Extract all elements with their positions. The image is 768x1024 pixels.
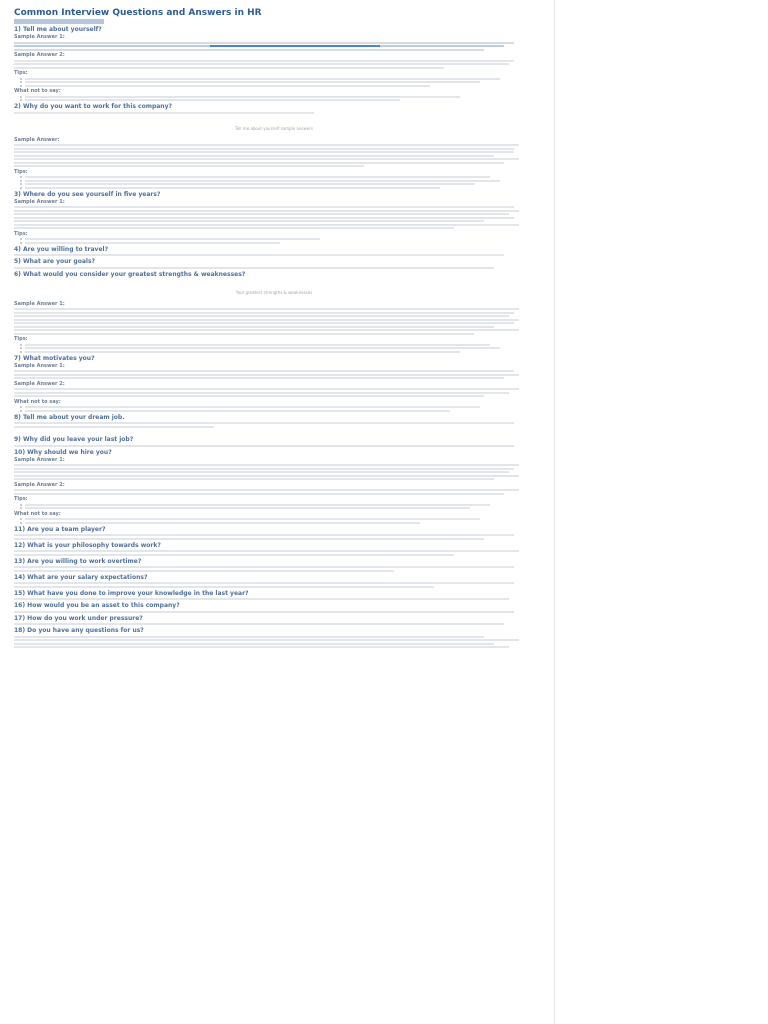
text-line [14, 464, 519, 466]
text-line [14, 538, 484, 540]
text-line [14, 315, 509, 317]
text-line [14, 326, 494, 328]
text-line [14, 582, 514, 584]
tip-item [20, 81, 480, 83]
tip-item [20, 242, 280, 244]
heading-asset-company: 16) How would you be an asset to this company? [14, 602, 180, 609]
heading-willing-to-travel: 4) Are you willing to travel? [14, 245, 109, 253]
highlighted-text-line [14, 45, 504, 47]
heading-work-under-pressure: 17) How do you work under pressure? [14, 614, 143, 622]
heading-team-player: 11) Are you a team player? [14, 525, 106, 533]
text-line [14, 445, 514, 447]
label-sample-answer: Sample Answer 1: [14, 300, 65, 307]
heading-overtime: 13) Are you willing to work overtime? [14, 557, 142, 565]
text-line [14, 489, 519, 491]
page-title-continuation [14, 19, 104, 24]
heading-tell-me-about-yourself: 1) Tell me about yourself? [14, 26, 102, 33]
dont-item [20, 522, 420, 524]
label-tips: Tips: [14, 230, 28, 237]
text-line [14, 493, 504, 495]
tip-item [20, 351, 460, 353]
label-sample-answer: Sample Answer: [14, 136, 60, 143]
text-line [14, 377, 504, 379]
sidebar-empty [555, 0, 768, 1024]
tip-item [20, 78, 500, 80]
tip-item [20, 344, 490, 346]
text-line [14, 49, 484, 51]
label-tips: Tips: [14, 496, 28, 502]
text-line [14, 144, 519, 146]
dont-item [20, 410, 450, 412]
heading-why-work-here: 2) Why do you want to work for this company? [14, 103, 172, 110]
site-header [14, 0, 534, 8]
text-line [14, 42, 514, 44]
text-line [14, 210, 519, 212]
text-line [14, 267, 494, 269]
heading-goals: 5) What are your goals? [14, 258, 95, 265]
label-what-not-to-say: What not to say: [14, 510, 61, 517]
heading-salary: 14) What are your salary expectations? [14, 573, 148, 581]
text-line [14, 395, 484, 397]
text-line [14, 155, 494, 157]
text-line [14, 623, 504, 625]
text-line [14, 598, 509, 600]
dont-item [20, 406, 480, 408]
heading-improve-knowledge: 15) What have you done to improve your knowledge in the last year? [14, 589, 249, 597]
text-line [14, 374, 519, 376]
label-tips: Tips: [14, 168, 28, 175]
heading-questions-for-us: 18) Do you have any questions for us? [14, 627, 144, 634]
text-line [14, 478, 494, 480]
text-line [14, 63, 509, 65]
text-line [14, 227, 454, 229]
text-line [14, 388, 519, 390]
tip-item [20, 183, 475, 185]
label-sample-answer: Sample Answer 1: [14, 198, 65, 205]
text-line [14, 566, 514, 568]
heading-dream-job: 8) Tell me about your dream job. [14, 413, 125, 421]
text-line [14, 475, 519, 477]
text-line [14, 329, 519, 331]
heading-motivates-you: 7) What motivates you? [14, 354, 95, 362]
text-line [14, 112, 314, 114]
text-line [14, 162, 504, 164]
section-caption: Tell me about yourself sample answers [235, 125, 313, 131]
heading-why-leave-last-job: 9) Why did you leave your last job? [14, 436, 134, 443]
text-line [14, 148, 514, 150]
text-line [14, 60, 514, 62]
text-line [14, 312, 514, 314]
label-sample-answer: Sample Answer 2: [14, 52, 65, 58]
text-line [14, 158, 519, 160]
heading-why-hire-you: 10) Why should we hire you? [14, 448, 112, 456]
text-line [14, 550, 519, 552]
text-line [14, 308, 519, 310]
text-line [14, 570, 394, 572]
text-line [14, 67, 444, 69]
text-line [14, 254, 504, 256]
text-line [14, 426, 214, 428]
text-line [14, 646, 509, 648]
label-tips: Tips: [14, 70, 28, 76]
heading-five-years: 3) Where do you see yourself in five years? [14, 190, 161, 198]
heading-strengths-weaknesses: 6) What would you consider your greatest strengths & weaknesses? [14, 270, 246, 278]
tip-item [20, 176, 490, 178]
text-line [14, 224, 519, 226]
dont-item [20, 99, 400, 101]
tip-item [20, 238, 320, 240]
text-line [14, 586, 434, 588]
label-sample-answer: Sample Answer 2: [14, 380, 65, 387]
text-line [14, 151, 514, 153]
text-line [14, 471, 509, 473]
text-line [14, 220, 484, 222]
tip-item [20, 507, 470, 509]
text-line [14, 643, 494, 645]
label-sample-answer: Sample Answer 1: [14, 456, 65, 463]
text-line [14, 322, 514, 324]
dont-item [20, 518, 480, 520]
tip-item [20, 504, 490, 506]
text-line [14, 534, 514, 536]
tip-item [20, 347, 500, 349]
dont-item [20, 96, 460, 98]
label-sample-answer: Sample Answer 1: [14, 362, 65, 369]
label-sample-answer: Sample Answer 1: [14, 34, 65, 40]
text-line [14, 636, 484, 638]
text-line [14, 611, 514, 613]
section-caption: Your greatest strengths & weaknesses [235, 289, 313, 295]
text-line [14, 217, 514, 219]
article-content [14, 0, 534, 1024]
label-tips: Tips: [14, 336, 28, 342]
label-what-not-to-say: What not to say: [14, 398, 61, 405]
text-line [14, 392, 509, 394]
text-line [14, 206, 514, 208]
text-line [14, 319, 519, 321]
label-what-not-to-say: What not to say: [14, 88, 61, 94]
tip-item [20, 187, 440, 189]
text-line [14, 639, 519, 641]
text-line [14, 213, 509, 215]
text-line [14, 422, 514, 424]
text-line [14, 554, 454, 556]
tip-item [20, 85, 430, 87]
text-line [14, 370, 514, 372]
heading-philosophy-work: 12) What is your philosophy towards work? [14, 541, 161, 549]
label-sample-answer: Sample Answer 2: [14, 481, 65, 488]
text-line [14, 333, 474, 335]
page-title: Common Interview Questions and Answers in HR [14, 8, 262, 18]
tip-item [20, 180, 500, 182]
text-line [14, 165, 364, 167]
text-line [14, 468, 514, 470]
